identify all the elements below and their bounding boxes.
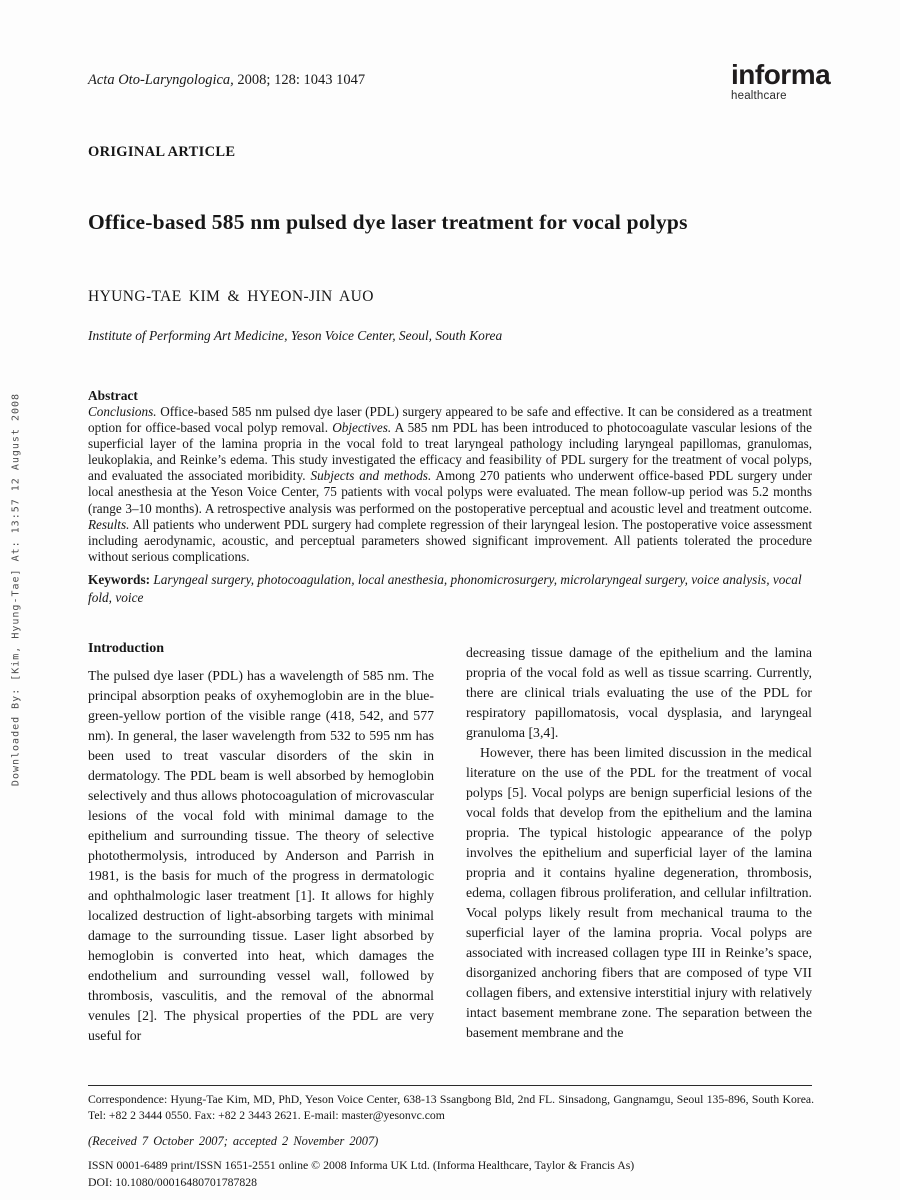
journal-name: Acta Oto-Laryngologica, (88, 72, 234, 88)
keywords-list: Laryngeal surgery, photocoagulation, local anesthesia, phonomicrosurgery, microlaryngeal surgery, voice analysis, vocal fold, voice (88, 572, 802, 605)
abstract-methods-text: Among 270 patients who underwent office-based PDL surgery under local anesthesia at the Yeson Voice Center, 75 patients with vocal polyps were evaluated. The mean follow-up period was 5.2 months (range 3–10 months). A retrospective analysis was performed on the postoperative perceptual and acoustic level and treatment outcome. (88, 468, 812, 516)
intro-paragraph-1-continued: decreasing tissue damage of the epithelium and the lamina propria of the vocal fold as well as tissue scarring. Currently, there are clinical trials evaluating the use of the PDL for respiratory papillomatosis, vocal dysplasia, and laryngeal granuloma [3,4]. (466, 645, 812, 740)
intro-paragraph-1: The pulsed dye laser (PDL) has a wavelength of 585 nm. The principal absorption peaks of oxyhemoglobin are in the blue-green-yellow portion of the visible range (418, 542, and 577 nm). In general, the laser wavelength from 532 to 595 nm has been used to treat vascular disorders of the skin in dermatology. The PDL beam is well absorbed by hemoglobin selectively and thus allows photocoagulation of microvascular lesions of the vocal fold with minimal damage to the epithelium and surrounding tissue. The theory of selective photothermolysis, introduced by Anderson and Parrish in 1981, is the basis for much of the progress in dermatologic and ophthalmologic laser treatment [1]. It allows for highly localized destruction of light-absorbing targets with minimal damage to the surrounding tissue. Laser light absorbed by hemoglobin is converted into heat, which damages the endothelium and surrounding vessel wall, followed by thrombosis, vasculitis, and the removal of the abnormal venules [2]. The physical properties of the PDL are very useful for (88, 668, 434, 1043)
author-affiliation: Institute of Performing Art Medicine, Yeson Voice Center, Seoul, South Korea (88, 328, 503, 343)
informa-healthcare-logo (731, 60, 830, 102)
received-accepted-dates: (Received 7 October 2007; accepted 2 November 2007) (88, 1134, 379, 1148)
article-type-label: ORIGINAL ARTICLE (88, 144, 236, 160)
abstract-objectives-text: A 585 nm PDL has been introduced to photocoagulate vascular lesions of the superficial layer of the lamina propria in the vocal fold to treat laryngeal pathology including laryngeal papillomas, granulomas, leukoplakia, and Reinke’s edema. This study investigated the efficacy and feasibility of PDL surgery for the treatment of vocal polyps, and evaluated the associated moribidity. (88, 420, 812, 484)
abstract-conclusions-label: Conclusions. (88, 404, 157, 419)
abstract-heading: Abstract (88, 388, 138, 403)
abstract-text (88, 404, 812, 565)
keywords-block (88, 571, 812, 606)
download-stamp: Downloaded By: [Kim, Hyung-Tae] At: 13:57 12 August 2008 (10, 392, 22, 787)
abstract-results-label: Results. (88, 516, 130, 532)
author-names: HYUNG-TAE KIM & HYEON-JIN AUO (88, 288, 374, 305)
abstract-conclusions-text: Office-based 585 nm pulsed dye laser (PDL) surgery appeared to be safe and effective. It can be considered as a treatment option for office-based vocal polyp removal. (88, 404, 812, 436)
abstract-results-text: All patients who underwent PDL surgery had complete regression of their laryngeal lesion. The postoperative voice assessment including aerodynamic, acoustic, and perceptual parameters showed significant improvement. All patients tolerated the procedure without serious complications. (88, 516, 812, 564)
intro-column-left (88, 666, 434, 1046)
logo-subtitle: healthcare (731, 90, 787, 102)
article-title: Office-based 585 nm pulsed dye laser treatment for vocal polyps (88, 210, 688, 234)
abstract-objectives-label: Objectives. (332, 420, 392, 436)
keywords-label: Keywords: (88, 572, 151, 587)
issn-line: ISSN 0001-6489 print/ISSN 1651-2551 online © 2008 Informa UK Ltd. (Informa Healthcare, Taylor & Francis As) (88, 1158, 635, 1172)
abstract-methods-label: Subjects and methods. (310, 468, 432, 484)
doi-line: DOI: 10.1080/00016480701787828 (88, 1175, 258, 1189)
intro-column-right (466, 643, 812, 1043)
introduction-heading: Introduction (88, 641, 164, 656)
intro-paragraph-2: However, there has been limited discussion in the medical literature on the use of the PDL for the treatment of vocal polyps [5]. Vocal polyps are benign superficial lesions of the vocal folds that develop from the epithelium and the lamina propria. The typical histologic appearance of the polyp involves the epithelium and superficial layer of the lamina propria and it contains hyaline degeneration, thrombosis, edema, collagen fibrous proliferation, and cellular infiltration. Vocal polyps likely result from mechanical trauma to the superficial layer of the lamina propria. Vocal polyps are associated with increased collagen type III in Reinke’s space, disorganized anchoring fibers that are composed of type VII collagen fibers, and extensive interstitial injury with relatively intact basement membrane zone. The separation between the basement membrane and the (466, 745, 812, 1040)
correspondence-note: Correspondence: Hyung-Tae Kim, MD, PhD, Yeson Voice Center, 638-13 Ssangbong Bld, 2nd FL. Sinsadong, Gangnamgu, Seoul 135-896, South Korea. Tel: +82 2 3444 0550. Fax: +82 2 3443 2621. E-mail: master@yesonvc.com (88, 1093, 814, 1122)
journal-citation (88, 72, 365, 89)
logo-wordmark: informa (731, 59, 831, 90)
journal-issue-pages: 2008; 128: 1043 1047 (233, 72, 366, 88)
footer-divider (88, 1085, 812, 1086)
